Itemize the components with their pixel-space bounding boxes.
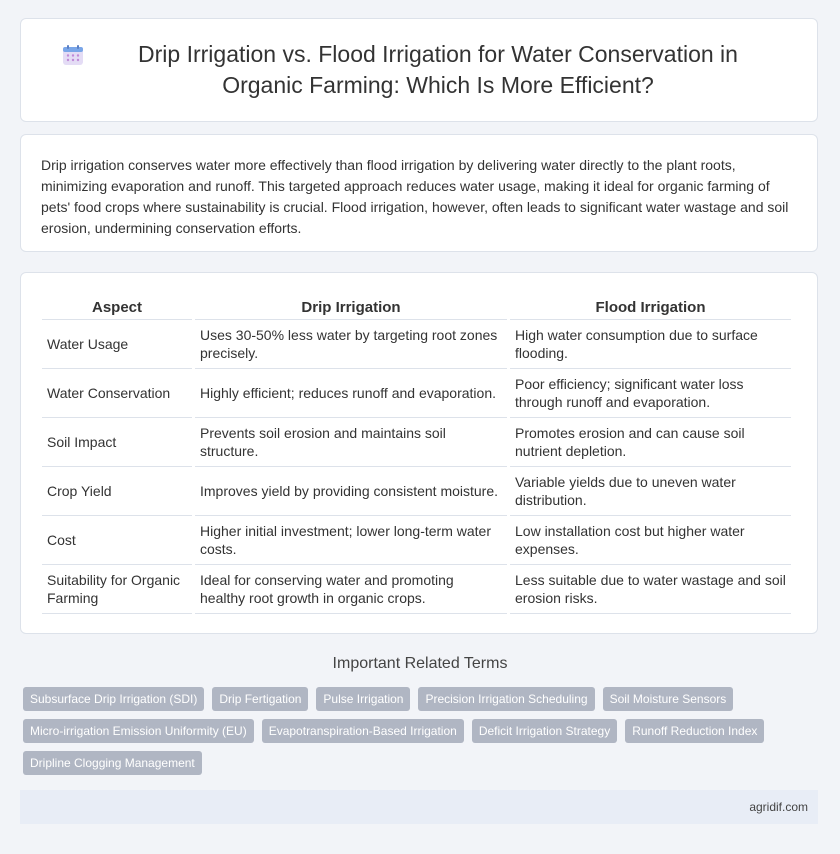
cell-aspect: Cost bbox=[42, 516, 192, 565]
related-term-tag[interactable]: Micro-irrigation Emission Uniformity (EU) bbox=[23, 719, 254, 743]
table-row bbox=[42, 320, 791, 369]
intro-paragraph: Drip irrigation conserves water more effectively than flood irrigation by delivering water directly to the plant roots, minimizing evaporation and runoff. This targeted approach reduces water usage, making it ideal for organic farming of pets' food crops where sustainability is crucial. Flood irrigation, however, often leads to significant water wastage and soil erosion, undermining conservation efforts. bbox=[41, 157, 789, 236]
table-row bbox=[42, 565, 791, 614]
cell-drip: Prevents soil erosion and maintains soil structure. bbox=[195, 418, 507, 467]
cell-aspect: Suitability for Organic Farming bbox=[42, 565, 192, 614]
related-term-tag[interactable]: Runoff Reduction Index bbox=[625, 719, 764, 743]
cell-drip: Higher initial investment; lower long-term water costs. bbox=[195, 516, 507, 565]
table-header-row bbox=[42, 295, 791, 320]
cell-flood: High water consumption due to surface flooding. bbox=[510, 320, 791, 369]
cell-drip: Uses 30-50% less water by targeting root zones precisely. bbox=[195, 320, 507, 369]
cell-flood: Variable yields due to uneven water distribution. bbox=[510, 467, 791, 516]
title-card bbox=[20, 18, 818, 122]
related-terms-title: Important Related Terms bbox=[332, 655, 508, 672]
intro-card bbox=[20, 134, 818, 252]
calendar-icon bbox=[61, 43, 85, 67]
header-aspect: Aspect bbox=[42, 295, 192, 320]
comparison-table bbox=[39, 295, 794, 614]
cell-flood: Promotes erosion and can cause soil nutrient depletion. bbox=[510, 418, 791, 467]
related-term-tag[interactable]: Evapotranspiration-Based Irrigation bbox=[262, 719, 464, 743]
cell-flood: Less suitable due to water wastage and soil erosion risks. bbox=[510, 565, 791, 614]
cell-aspect: Soil Impact bbox=[42, 418, 192, 467]
cell-aspect: Water Conservation bbox=[42, 369, 192, 418]
table-row bbox=[42, 369, 791, 418]
title-wrap bbox=[21, 39, 817, 101]
header-drip: Drip Irrigation bbox=[195, 295, 507, 320]
comparison-card bbox=[20, 272, 818, 634]
related-term-tag[interactable]: Precision Irrigation Scheduling bbox=[418, 687, 594, 711]
footer-site[interactable]: agridif.com bbox=[749, 800, 808, 814]
cell-aspect: Water Usage bbox=[42, 320, 192, 369]
related-term-tag[interactable]: Pulse Irrigation bbox=[316, 687, 410, 711]
cell-flood: Low installation cost but higher water expenses. bbox=[510, 516, 791, 565]
table-row bbox=[42, 516, 791, 565]
cell-drip: Ideal for conserving water and promoting healthy root growth in organic crops. bbox=[195, 565, 507, 614]
cell-flood: Poor efficiency; significant water loss through runoff and evaporation. bbox=[510, 369, 791, 418]
related-terms-tags bbox=[23, 687, 813, 775]
page-title: Drip Irrigation vs. Flood Irrigation for Water Conservation in Organic Farming: Which Is More Efficient? bbox=[138, 41, 738, 98]
header-flood: Flood Irrigation bbox=[510, 295, 791, 320]
related-term-tag[interactable]: Soil Moisture Sensors bbox=[603, 687, 734, 711]
related-term-tag[interactable]: Deficit Irrigation Strategy bbox=[472, 719, 617, 743]
table-row bbox=[42, 418, 791, 467]
table-row bbox=[42, 467, 791, 516]
cell-drip: Improves yield by providing consistent moisture. bbox=[195, 467, 507, 516]
cell-drip: Highly efficient; reduces runoff and evaporation. bbox=[195, 369, 507, 418]
footer bbox=[20, 790, 818, 824]
related-term-tag[interactable]: Drip Fertigation bbox=[212, 687, 308, 711]
related-term-tag[interactable]: Subsurface Drip Irrigation (SDI) bbox=[23, 687, 204, 711]
related-term-tag[interactable]: Dripline Clogging Management bbox=[23, 751, 202, 775]
cell-aspect: Crop Yield bbox=[42, 467, 192, 516]
